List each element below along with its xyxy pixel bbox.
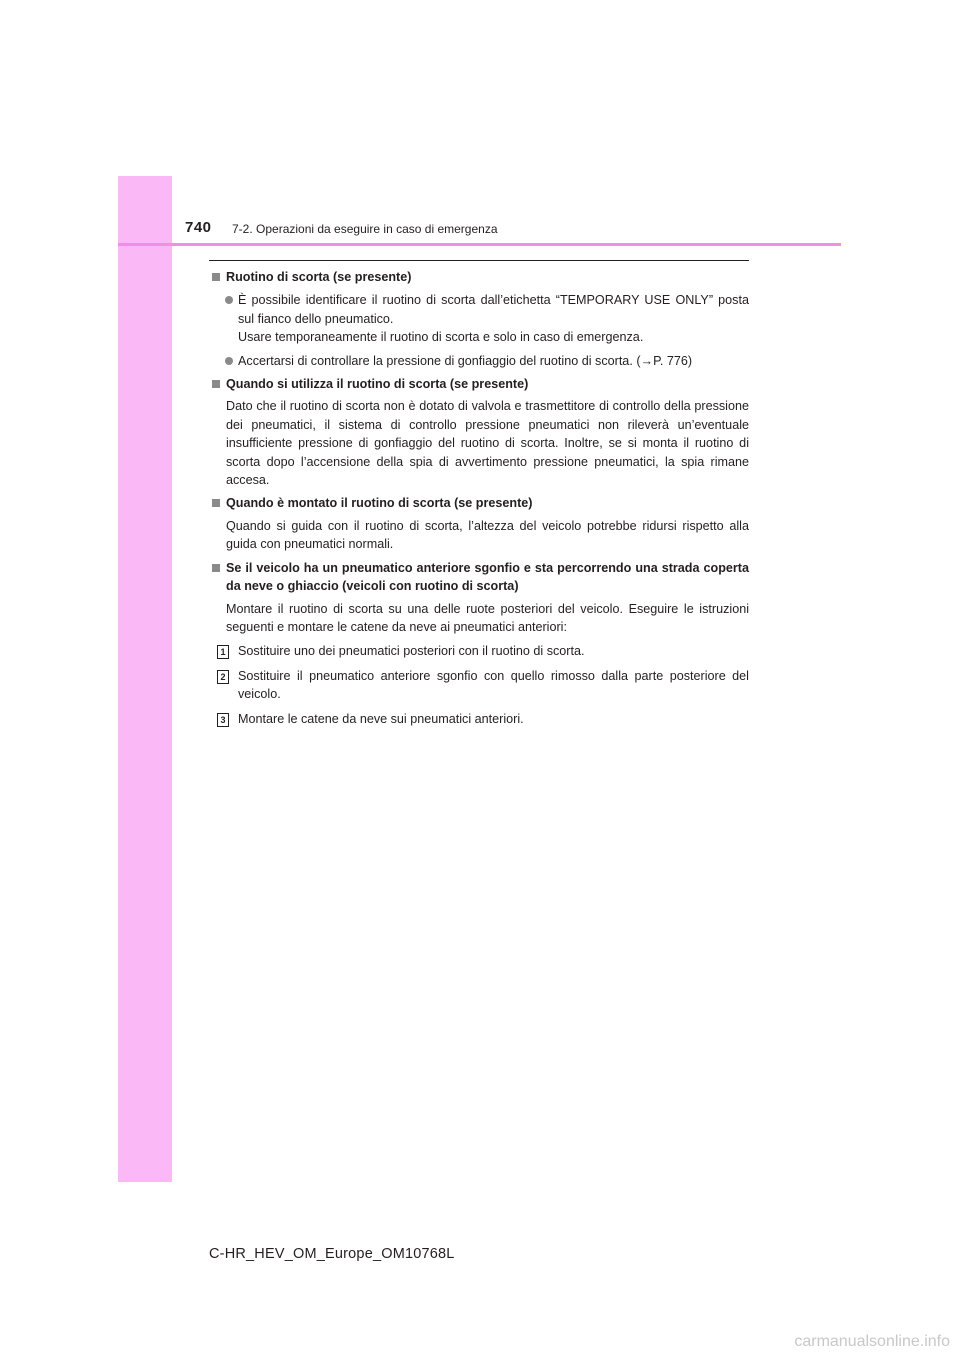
section-heading: Ruotino di scorta (se presente) bbox=[211, 268, 749, 286]
bullet-line: È possibile identificare il ruotino di scorta dall’etichetta “TEMPORARY USE ONLY” posta sul fianco dello pneumatico. bbox=[238, 293, 749, 326]
step-text: Sostituire il pneumatico anteriore sgonfio con quello rimosso dalla parte posteriore del veicolo. bbox=[238, 668, 749, 702]
page-number: 740 bbox=[185, 219, 212, 236]
section-heading: Quando si utilizza il ruotino di scorta (se presente) bbox=[211, 375, 749, 393]
section-heading: Quando è montato il ruotino di scorta (se presente) bbox=[211, 494, 749, 512]
square-bullet-icon bbox=[212, 273, 220, 281]
page-content bbox=[211, 268, 749, 728]
section-heading: Se il veicolo ha un pneumatico anteriore sgonfio e sta percorrendo una strada coperta da neve o ghiaccio (veicoli con ruotino di scorta) bbox=[211, 559, 749, 596]
round-bullet-icon bbox=[225, 296, 233, 304]
step-item bbox=[211, 710, 749, 728]
step-number: 2 bbox=[217, 670, 229, 684]
square-bullet-icon bbox=[212, 564, 220, 572]
watermark-text: carmanualsonline.info bbox=[794, 1333, 950, 1350]
header-rule bbox=[118, 243, 841, 246]
step-item bbox=[211, 667, 749, 704]
step-item bbox=[211, 642, 749, 660]
step-number: 3 bbox=[217, 713, 229, 727]
step-text: Montare le catene da neve sui pneumatici anteriori. bbox=[238, 711, 524, 726]
document-code: C-HR_HEV_OM_Europe_OM10768L bbox=[209, 1246, 455, 1262]
section-paragraph: Montare il ruotino di scorta su una delle ruote posteriori del veicolo. Eseguire le istruzioni seguenti e montare le catene da neve ai pneumatici anteriori: bbox=[226, 601, 749, 634]
step-number: 1 bbox=[217, 645, 229, 659]
square-bullet-icon bbox=[212, 499, 220, 507]
section-paragraph: Quando si guida con il ruotino di scorta, l’altezza del veicolo potrebbe ridursi rispetto alla guida con pneumatici normali. bbox=[226, 518, 749, 552]
section-paragraph: Dato che il ruotino di scorta non è dotato di valvola e trasmettitore di controllo della pressione dei pneumatici, il sistema di controllo pressione pneumatici non rileverà un’eventuale insufficiente pressione di gonfiaggio del ruotino di scorta. Inoltre, se si monta il ruotino di scorta dopo l’accensione della spia di avvertimento pressione pneumatici, la spia rimane accesa. bbox=[226, 399, 749, 488]
step-text: Sostituire uno dei pneumatici posteriori con il ruotino di scorta. bbox=[238, 644, 585, 659]
bullet-line: Usare temporaneamente il ruotino di scorta e solo in caso di emergenza. bbox=[238, 330, 644, 345]
content-top-rule bbox=[209, 260, 749, 261]
bullet-item bbox=[211, 291, 749, 346]
chapter-tab-band bbox=[118, 176, 172, 1182]
round-bullet-icon bbox=[225, 357, 233, 365]
bullet-line: Accertarsi di controllare la pressione di gonfiaggio del ruotino di scorta. (→P. 776) bbox=[238, 353, 693, 368]
square-bullet-icon bbox=[212, 380, 220, 388]
section-title: 7-2. Operazioni da eseguire in caso di emergenza bbox=[232, 222, 498, 236]
bullet-item bbox=[211, 352, 749, 370]
